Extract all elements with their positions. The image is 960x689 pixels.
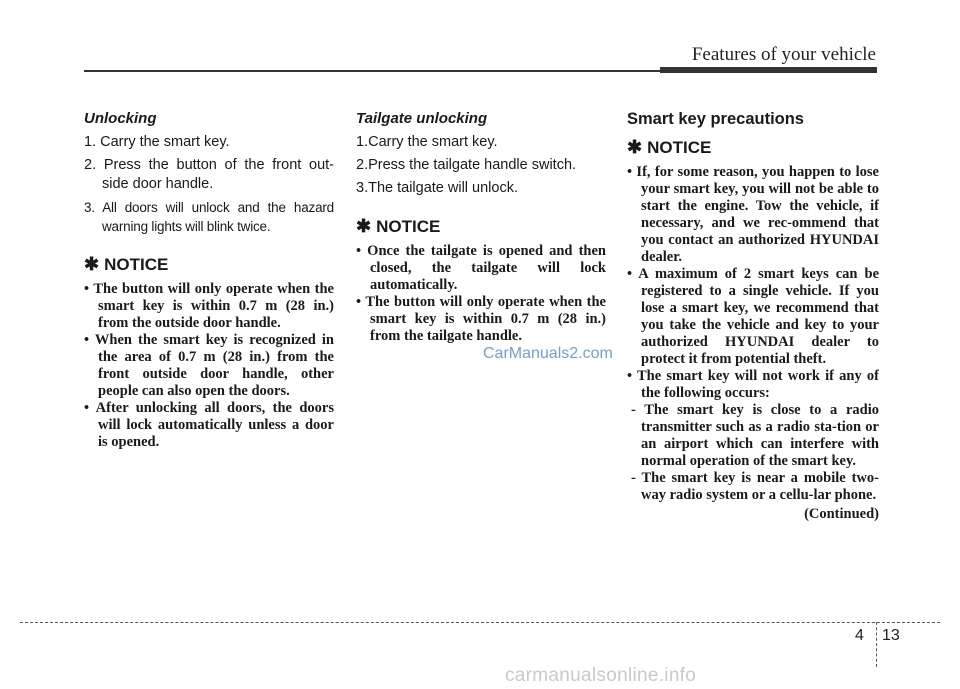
unlocking-step: 3. All doors will unlock and the hazard warning lights will blink twice. — [84, 200, 334, 234]
page-header-title: Features of your vehicle — [691, 44, 876, 65]
notice-label: NOTICE — [647, 137, 712, 157]
tailgate-heading: Tailgate unlocking — [356, 110, 488, 127]
notice-label: NOTICE — [104, 254, 169, 274]
notice-item: • The button will only operate when the smart key is within 0.7 m (28 in.) from the tailgate handle. — [356, 294, 606, 344]
tailgate-step: 1.Carry the smart key. — [356, 134, 498, 150]
unlocking-step: 1. Carry the smart key. — [84, 134, 230, 150]
tailgate-notice-list — [356, 243, 606, 345]
notice-heading — [627, 137, 879, 158]
notice-star-icon: ✱ — [84, 254, 100, 274]
notice-item: • When the smart key is recognized in the area of 0.7 m (28 in.) from the front outside door handle, other people can also open the doors. — [84, 332, 334, 399]
notice-item: • The button will only operate when the smart key is within 0.7 m (28 in.) from the outside door handle. — [84, 281, 334, 331]
precautions-heading: Smart key precautions — [627, 110, 804, 128]
footer-site-link[interactable]: carmanualsonline.info — [505, 665, 697, 686]
column-tailgate — [356, 110, 606, 345]
precautions-notice-list — [627, 164, 879, 402]
sub-item: - The smart key is near a mobile two-way radio system or a cellu-lar phone. — [631, 470, 879, 503]
continued-note: (Continued) — [804, 506, 879, 522]
precautions-sub-list — [627, 402, 879, 504]
notice-label: NOTICE — [376, 216, 441, 236]
tailgate-step: 3.The tailgate will unlock. — [356, 180, 518, 196]
unlocking-step: 2. Press the button of the front out-side door handle. — [84, 157, 334, 192]
notice-star-icon: ✱ — [356, 216, 372, 236]
column-precautions — [627, 110, 879, 523]
notice-item: • If, for some reason, you happen to lose your smart key, you will not be able to start the engine. Tow the vehicle, if necessary, and we rec-ommend that you contact an authorized HYUNDAI dealer. — [627, 164, 879, 265]
unlocking-steps — [84, 133, 334, 236]
notice-item: • After unlocking all doors, the doors will lock automatically unless a door is opened. — [84, 400, 334, 450]
notice-item: • The smart key will not work if any of the following occurs: — [627, 368, 879, 401]
unlocking-heading: Unlocking — [84, 110, 157, 127]
notice-item: • Once the tailgate is opened and then closed, the tailgate will lock automatically. — [356, 243, 606, 293]
notice-heading — [84, 254, 334, 275]
unlocking-notice-list — [84, 281, 334, 451]
header-rule — [84, 70, 664, 72]
tailgate-steps — [356, 133, 606, 198]
sub-item: - The smart key is close to a radio transmitter such as a radio sta-tion or an airport which can interfere with normal operation of the smart key. — [631, 402, 879, 469]
footer-divider — [876, 622, 877, 667]
column-unlocking — [84, 110, 334, 451]
page-number: 13 — [882, 627, 900, 644]
watermark-link[interactable]: CarManuals2.com — [483, 345, 613, 362]
tailgate-step: 2.Press the tailgate handle switch. — [356, 157, 577, 173]
header-rule-accent — [660, 67, 877, 73]
footer-rule — [20, 622, 940, 623]
notice-item: • A maximum of 2 smart keys can be registered to a single vehicle. If you lose a smart key, we recommend that you take the vehicle and key to your authorized HYUNDAI dealer to protect it from potential theft. — [627, 266, 879, 367]
notice-star-icon: ✱ — [627, 137, 643, 157]
notice-heading — [356, 216, 606, 237]
chapter-number: 4 — [855, 627, 864, 644]
